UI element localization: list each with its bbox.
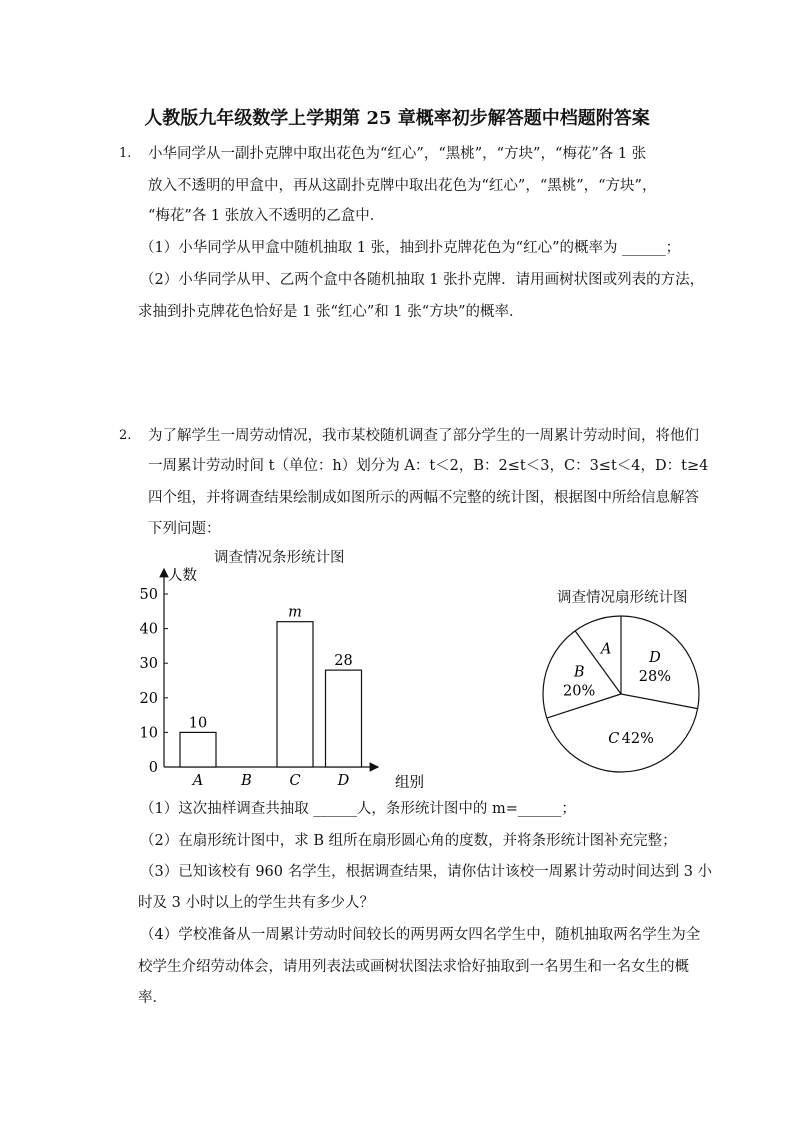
- q2-line: 时及 3 小时以上的学生共有多少人？: [138, 895, 374, 911]
- pie-slice-label: C: [608, 730, 620, 747]
- x-tick-label: C: [289, 773, 301, 789]
- bar-data-label: m: [288, 604, 302, 621]
- q2-line: 校学生介绍劳动体会，请用列表法或画树状图法求恰好抽取到一名男生和一名女生的概: [138, 959, 689, 975]
- q1-line: “梅花”各 1 张放入不透明的乙盒中．: [148, 208, 385, 224]
- bar-chart: [130, 560, 430, 792]
- q2-line: 四个组，并将调查结果绘制成如图所示的两幅不完整的统计图，根据图中所给信息解答: [148, 490, 699, 506]
- pie-slice-percent: 20%: [563, 683, 596, 700]
- pie-slice-label: D: [649, 649, 661, 666]
- x-tick-label: B: [241, 773, 252, 789]
- q1-part2: （2）小华同学从甲、乙两个盒中各随机抽取 1 张扑克牌．请用画树状图或列表的方法，: [140, 272, 705, 288]
- bar-data-label: 28: [334, 653, 353, 670]
- y-tick-label: 10: [139, 725, 158, 742]
- q2-part2: （2）在扇形统计图中，求 B 组所在扇形圆心角的度数，并将条形统计图补充完整；: [140, 833, 677, 849]
- x-tick-label: A: [192, 773, 204, 789]
- q1-line: 放入不透明的甲盒中，再从这副扑克牌中取出花色为“红心”，“黑桃”，“方块”，: [148, 178, 657, 194]
- pie-slice-label: B: [573, 664, 585, 681]
- pie-slice-label: A: [600, 641, 612, 658]
- bar-data-label: 10: [188, 715, 208, 732]
- q1-line: 求抽到扑克牌花色恰好是 1 张“红心”和 1 张“方块”的概率．: [138, 304, 524, 320]
- y-tick-label: 20: [139, 690, 158, 707]
- y-tick-label: 0: [148, 760, 158, 776]
- q2-part4: （4）学校准备从一周累计劳动时间较长的两男两女四名学生中，随机抽取两名学生为全: [140, 927, 701, 943]
- q1-part1: （1）小华同学从甲盒中随机抽取 1 张，抽到扑克牌花色为“红心”的概率为 ______；: [140, 240, 681, 256]
- y-tick-label: 30: [139, 656, 158, 673]
- q2-number: 2.: [119, 428, 132, 443]
- bar-chart-title: 调查情况条形统计图: [214, 550, 345, 566]
- q2-part1: （1）这次抽样调查共抽取 ______人，条形统计图中的 m=______；: [140, 801, 576, 817]
- bar-A: [180, 732, 216, 767]
- pie-slice-percent: 28%: [638, 668, 672, 685]
- q2-part3: （3）已知该校有 960 名学生，根据调查结果，请你估计该校一周累计劳动时间达到 3 小: [140, 864, 713, 880]
- q2-line: 为了解学生一周劳动情况，我市某校随机调查了部分学生的一周累计劳动时间，将他们: [148, 428, 699, 444]
- x-axis-label: 组别: [395, 775, 424, 791]
- q1-line: 小华同学从一副扑克牌中取出花色为“红心”，“黑桃”，“方块”，“梅花”各 1 张: [148, 146, 647, 162]
- y-tick-label: 50: [139, 587, 158, 603]
- pie-slice-percent: 42%: [621, 730, 654, 747]
- q2-line: 下列问题：: [148, 521, 221, 537]
- q2-line: 率．: [138, 990, 167, 1006]
- y-axis-label: 人数: [168, 568, 197, 584]
- pie-slice-edge: [621, 694, 698, 709]
- pie-chart-title: 调查情况扇形统计图: [557, 590, 688, 606]
- q2-line: 一周累计劳动时间 t（单位：h）划分为 A：t＜2，B：2≤t＜3，C：3≤t＜4，D：t≥4: [148, 458, 709, 474]
- x-tick-label: D: [337, 773, 350, 789]
- q1-number: 1.: [119, 146, 132, 161]
- y-tick-label: 40: [139, 621, 158, 638]
- bar-C: [277, 622, 313, 767]
- bar-D: [326, 670, 362, 767]
- pie-chart: [536, 609, 706, 779]
- document-title: 人教版九年级数学上学期第 25 章概率初步解答题中档题附答案: [144, 108, 650, 129]
